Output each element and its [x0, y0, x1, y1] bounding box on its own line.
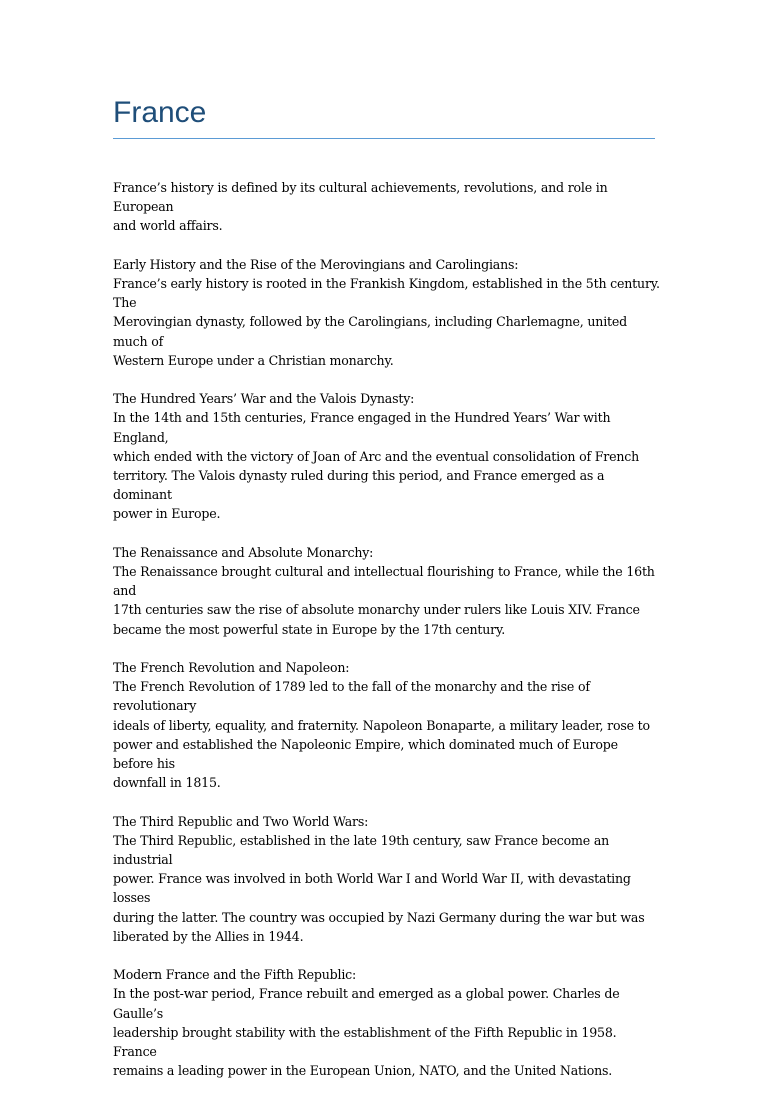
section-body: The French Revolution of 1789 led to the fall of the monarchy and the rise of revolutionary ideals of liberty, equality, and fraternity. Napoleon Bonaparte, a military leader, rose to power and established the Napoleonic Empire, which dominated much of Europe before his downfall in 1815. — [113, 679, 650, 791]
section-body: In the 14th and 15th centuries, France engaged in the Hundred Years’ War with England, which ended with the victory of Joan of Arc and the eventual consolidation of French territory. The Valois dynasty ruled during this period, and France emerged as a dominant power in Europe. — [113, 410, 640, 522]
document-body — [113, 178, 661, 1100]
section-heading: The Renaissance and Absolute Monarchy: — [113, 544, 374, 560]
intro-paragraph: France’s history is defined by its cultural achievements, revolutions, and role in European and world affairs. — [113, 180, 608, 234]
section-heading: Modern France and the Fifth Republic: — [113, 967, 357, 983]
section-body: The Third Republic, established in the late 19th century, saw France become an industrial power. France was involved in both World War I and World War II, with devastating losses during the latter. The country was occupied by Nazi Germany during the war but was liberated by the Allies in 1944. — [113, 832, 645, 944]
page-title: France — [113, 96, 207, 129]
section-heading: The Third Republic and Two World Wars: — [113, 813, 369, 829]
section-heading: Early History and the Rise of the Merovingians and Carolingians: — [113, 256, 519, 272]
title-underline — [113, 138, 655, 139]
section-heading: The Hundred Years’ War and the Valois Dynasty: — [113, 391, 415, 407]
section-body: In the post-war period, France rebuilt and emerged as a global power. Charles de Gaulle’s leadership brought stability with the establishment of the Fifth Republic in 1958. France remains a leading power in the European Union, NATO, and the United Nations. — [113, 986, 620, 1079]
title-block — [113, 92, 655, 139]
section-third-republic — [113, 812, 661, 946]
section-heading: The French Revolution and Napoleon: — [113, 660, 350, 676]
section-modern-france — [113, 965, 661, 1080]
section-body: France’s early history is rooted in the Frankish Kingdom, established in the 5th century. The Merovingian dynasty, followed by the Carolingians, including Charlemagne, united much of Western Europe under a Christian monarchy. — [113, 276, 660, 368]
section-body: The Renaissance brought cultural and intellectual flourishing to France, while the 16th and 17th centuries saw the rise of absolute monarchy under rulers like Louis XIV. France became the most powerful state in Europe by the 17th century. — [113, 564, 655, 637]
section-early-history — [113, 255, 661, 370]
section-french-revolution — [113, 658, 661, 792]
section-renaissance — [113, 543, 661, 639]
section-hundred-years-war — [113, 389, 661, 523]
